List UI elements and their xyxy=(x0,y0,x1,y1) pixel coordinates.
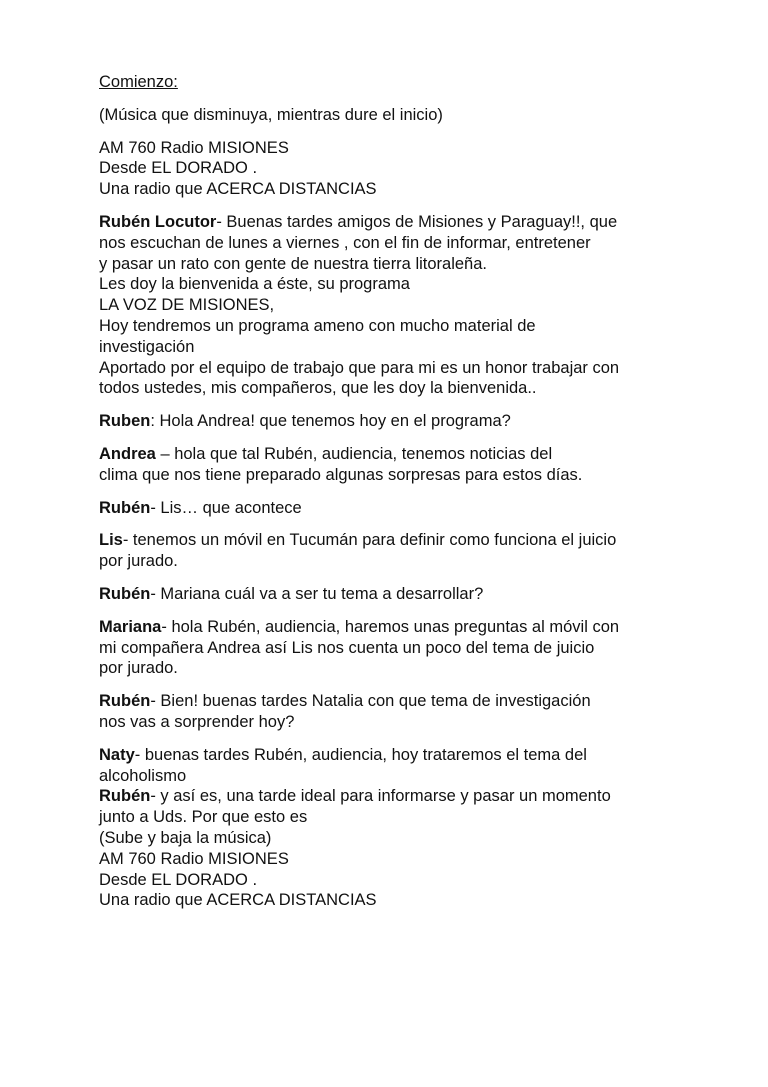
dialogue-first-line xyxy=(99,617,679,638)
speaker-name: Rubén xyxy=(99,787,151,806)
dialogue-paragraph-ruben-mariana xyxy=(99,584,679,605)
station-line: Desde EL DORADO . xyxy=(99,870,258,889)
dialogue-text: - Buenas tardes amigos de Misiones y Paraguay!!, que xyxy=(216,212,618,231)
heading-paragraph xyxy=(99,72,679,93)
speaker-name: Ruben xyxy=(99,412,151,431)
dialogue-first-line xyxy=(99,498,679,519)
station-line: Desde EL DORADO . xyxy=(99,159,258,178)
music-intro: (Música que disminuya, mientras dure el inicio) xyxy=(99,105,443,124)
dialogue-line: Les doy la bienvenida a éste, su programa xyxy=(99,275,410,294)
closing-paragraph xyxy=(99,786,679,911)
speaker-name: Rubén xyxy=(99,584,151,603)
dialogue-line: investigación xyxy=(99,337,195,356)
dialogue-first-line xyxy=(99,584,679,605)
dialogue-line: por jurado. xyxy=(99,659,178,678)
dialogue-first-line xyxy=(99,530,679,551)
dialogue-line: Hoy tendremos un programa ameno con mucho material de xyxy=(99,316,536,335)
dialogue-text: - tenemos un móvil en Tucumán para definir como funciona el juicio xyxy=(122,531,617,550)
dialogue-line: nos vas a sorprender hoy? xyxy=(99,712,295,731)
speaker-name: Rubén xyxy=(99,692,151,711)
dialogue-first-line xyxy=(99,745,679,766)
speaker-name: Lis xyxy=(99,531,123,550)
station-line: Una radio que ACERCA DISTANCIAS xyxy=(99,891,377,910)
dialogue-first-line xyxy=(99,691,679,712)
dialogue-paragraph-mariana xyxy=(99,617,679,679)
dialogue-text: - buenas tardes Rubén, audiencia, hoy trataremos el tema del xyxy=(134,745,587,764)
dialogue-text: - Bien! buenas tardes Natalia con que tema de investigación xyxy=(150,692,591,711)
dialogue-text: – hola que tal Rubén, audiencia, tenemos noticias del xyxy=(155,444,553,463)
dialogue-first-line xyxy=(99,786,679,807)
dialogue-paragraph-ruben-lis xyxy=(99,498,679,519)
speaker-name: Naty xyxy=(99,745,135,764)
dialogue-paragraph-lis xyxy=(99,530,679,572)
station-line: AM 760 Radio MISIONES xyxy=(99,849,289,868)
dialogue-line: nos escuchan de lunes a viernes , con el fin de informar, entretener xyxy=(99,233,591,252)
script-document xyxy=(99,72,679,923)
dialogue-paragraph-ruben-natalia xyxy=(99,691,679,733)
dialogue-first-line xyxy=(99,411,679,432)
station-line: Una radio que ACERCA DISTANCIAS xyxy=(99,180,377,199)
dialogue-line: junto a Uds. Por que esto es xyxy=(99,808,308,827)
music-intro-paragraph xyxy=(99,105,679,126)
dialogue-line: por jurado. xyxy=(99,552,178,571)
dialogue-text: - y así es, una tarde ideal para informarse y pasar un momento xyxy=(150,787,611,806)
dialogue-paragraph-ruben xyxy=(99,411,679,432)
dialogue-line: LA VOZ DE MISIONES, xyxy=(99,296,275,315)
dialogue-text: : Hola Andrea! que tenemos hoy en el programa? xyxy=(150,412,511,431)
dialogue-paragraph-andrea xyxy=(99,444,679,486)
dialogue-paragraph-naty xyxy=(99,745,679,787)
speaker-name: Rubén Locutor xyxy=(99,212,217,231)
dialogue-first-line xyxy=(99,444,679,465)
dialogue-line: clima que nos tiene preparado algunas sorpresas para estos días. xyxy=(99,465,583,484)
station-intro-block xyxy=(99,138,679,200)
dialogue-text: - Lis… que acontece xyxy=(150,498,302,517)
ruben-locutor-paragraph xyxy=(99,212,679,399)
dialogue-line: y pasar un rato con gente de nuestra tierra litoraleña. xyxy=(99,254,487,273)
dialogue-text: - Mariana cuál va a ser tu tema a desarrollar? xyxy=(150,584,484,603)
dialogue-line: alcoholismo xyxy=(99,766,187,785)
speaker-name: Mariana xyxy=(99,617,162,636)
heading: Comienzo: xyxy=(99,73,178,91)
dialogue-first-line xyxy=(99,212,679,233)
dialogue-line: Aportado por el equipo de trabajo que para mi es un honor trabajar con xyxy=(99,358,620,377)
speaker-name: Andrea xyxy=(99,444,156,463)
stage-direction: (Sube y baja la música) xyxy=(99,828,272,847)
dialogue-line: mi compañera Andrea así Lis nos cuenta un poco del tema de juicio xyxy=(99,638,595,657)
speaker-name: Rubén xyxy=(99,498,151,517)
station-line: AM 760 Radio MISIONES xyxy=(99,138,289,157)
dialogue-text: - hola Rubén, audiencia, haremos unas preguntas al móvil con xyxy=(161,617,620,636)
dialogue-line: todos ustedes, mis compañeros, que les doy la bienvenida.. xyxy=(99,379,537,398)
